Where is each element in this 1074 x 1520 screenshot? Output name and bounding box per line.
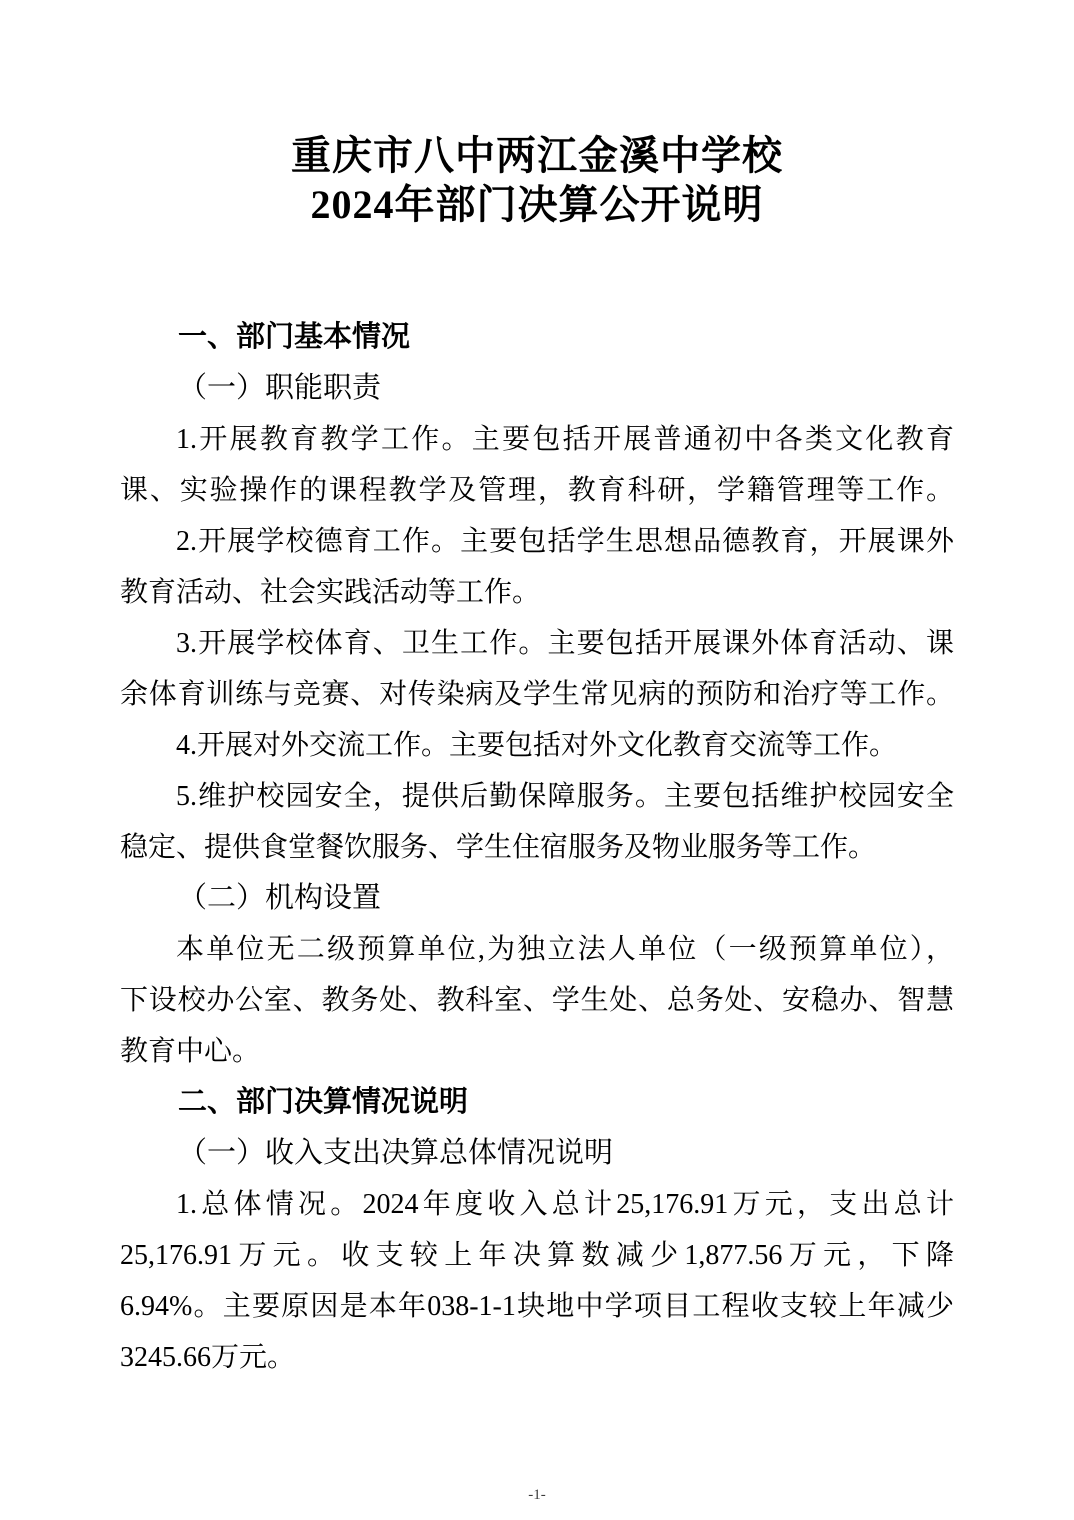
body-line: 1.开展教育教学工作。主要包括开展普通初中各类文化教育 <box>176 424 954 455</box>
body-line: 3.开展学校体育、卫生工作。主要包括开展课外体育活动、课 <box>176 628 954 659</box>
title-line-2: 2024年部门决算公开说明 <box>310 181 764 227</box>
subsection-heading <box>120 873 954 924</box>
body-line: 4.开展对外交流工作。主要包括对外文化教育交流等工作。 <box>176 730 898 761</box>
paragraph <box>120 771 954 873</box>
document-title <box>0 131 1074 229</box>
heading-text: 一、部门基本情况 <box>178 321 411 353</box>
heading-text: 二、部门决算情况说明 <box>178 1086 469 1118</box>
section-heading-1 <box>120 312 954 363</box>
body-line: 3245.66万元。 <box>120 1342 296 1373</box>
subsection-heading <box>120 363 954 414</box>
body-line: 稳定、提供食堂餐饮服务、学生住宿服务及物业服务等工作。 <box>120 832 877 863</box>
subheading-text: （一）职能职责 <box>178 372 382 404</box>
paragraph <box>120 924 954 1077</box>
body-line: 课、实验操作的课程教学及管理，教育科研，学籍管理等工作。 <box>120 475 954 506</box>
paragraph <box>120 1179 954 1383</box>
body-line: 教育活动、社会实践活动等工作。 <box>120 577 541 608</box>
page-number: -1- <box>528 1487 546 1503</box>
body-line: 5.维护校园安全，提供后勤保障服务。主要包括维护校园安全 <box>176 781 954 812</box>
body-line: 下设校办公室、教务处、教科室、学生处、总务处、安稳办、智慧 <box>120 985 954 1016</box>
body-line: 25,176.91万元。收支较上年决算数减少1,877.56万元，下降 <box>120 1240 954 1271</box>
subsection-heading <box>120 1128 954 1179</box>
paragraph <box>120 414 954 516</box>
body-line: 教育中心。 <box>120 1036 261 1067</box>
paragraph <box>120 618 954 720</box>
subheading-text: （二）机构设置 <box>178 882 382 914</box>
section-heading-2 <box>120 1077 954 1128</box>
paragraph <box>120 720 954 771</box>
document-body <box>120 312 954 1383</box>
body-line: 6.94%。主要原因是本年038-1-1块地中学项目工程收支较上年减少 <box>120 1291 954 1322</box>
body-line: 1.总体情况。2024年度收入总计25,176.91万元，支出总计 <box>176 1189 954 1220</box>
body-line: 余体育训练与竞赛、对传染病及学生常见病的预防和治疗等工作。 <box>120 679 954 710</box>
body-line: 2.开展学校德育工作。主要包括学生思想品德教育，开展课外 <box>176 526 954 557</box>
subheading-text: （一）收入支出决算总体情况说明 <box>178 1137 614 1169</box>
paragraph <box>120 516 954 618</box>
body-line: 本单位无二级预算单位,为独立法人单位（一级预算单位）， <box>176 934 954 965</box>
title-line-1: 重庆市八中两江金溪中学校 <box>291 132 783 178</box>
